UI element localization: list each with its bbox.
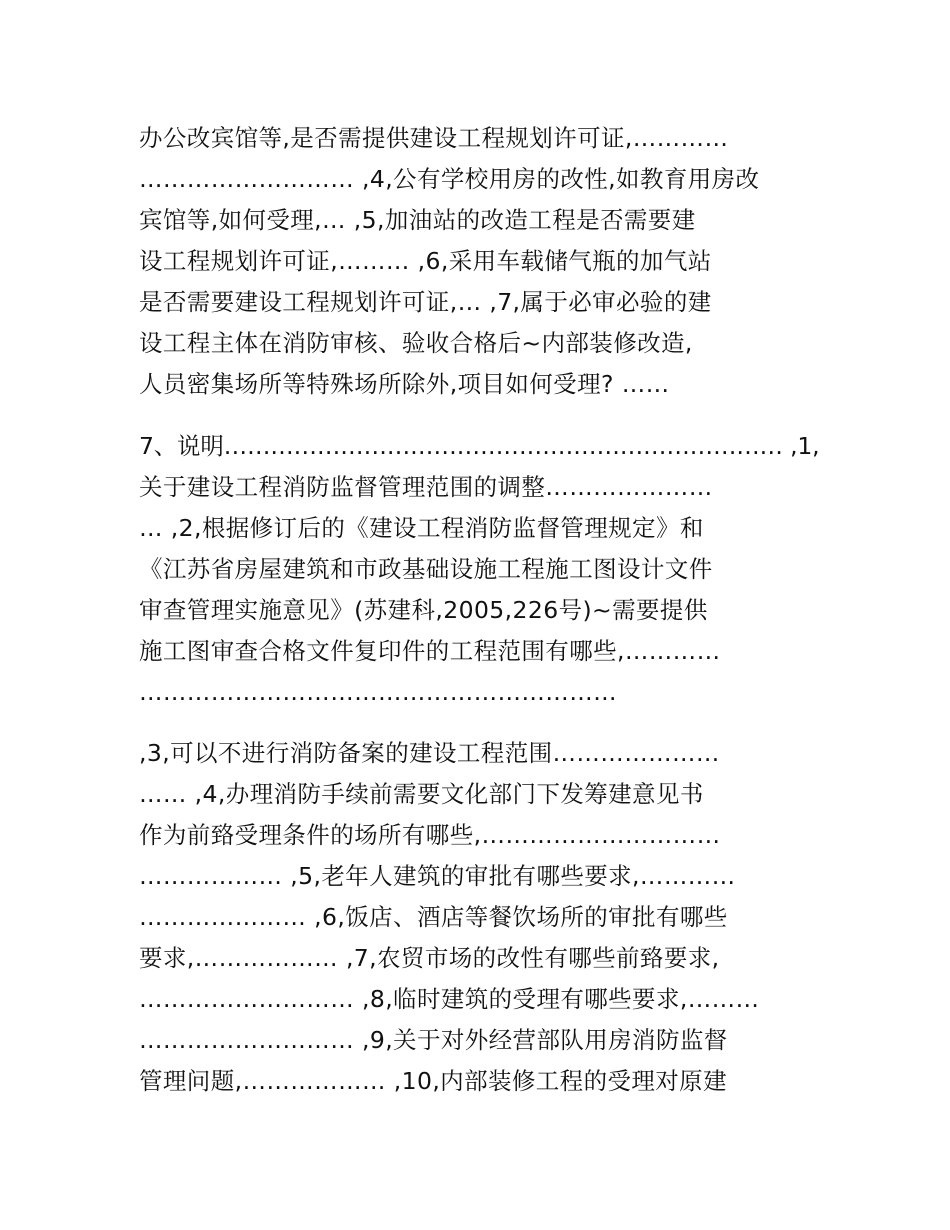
text-line: ,3,可以不进行消防备案的建设工程范围………………… — [139, 739, 720, 767]
text-line: …… ,4,办理消防手续前需要文化部门下发筹建意见书 — [139, 780, 704, 808]
text-line: ……………… ,5,老年人建筑的审批有哪些要求,………… — [139, 862, 736, 890]
text-line: …………………………………………………… — [139, 678, 617, 706]
text-line: 作为前臵受理条件的场所有哪些,………………………… — [139, 821, 721, 849]
text-line: ……………………… ,9,关于对外经营部队用房消防监督 — [139, 1026, 728, 1054]
text-line: 要求,……………… ,7,农贸市场的改性有哪些前臵要求, — [139, 944, 720, 972]
text-line: … ,2,根据修订后的《建设工程消防监督管理规定》和 — [139, 514, 704, 542]
paragraph-2 — [139, 426, 819, 713]
text-line: 关于建设工程消防监督管理范围的调整………………… — [139, 473, 713, 501]
text-line: 设工程主体在消防审核、验收合格后~内部装修改造, — [139, 329, 693, 357]
text-line: 《江苏省房屋建筑和市政基础设施工程施工图设计文件 — [139, 555, 713, 583]
text-line: ………………… ,6,饭店、酒店等餐饮场所的审批有哪些 — [139, 903, 728, 931]
text-line: 人员密集场所等特殊场所除外,项目如何受理? …… — [139, 370, 670, 398]
paragraph-3 — [139, 733, 819, 1102]
text-line: 7、说明……………………………………………………………… ,1, — [139, 432, 820, 460]
text-line: ……………………… ,4,公有学校用房的改性,如教育用房改 — [139, 165, 760, 193]
text-line: 施工图审查合格文件复印件的工程范围有哪些,………… — [139, 637, 721, 665]
paragraph-1 — [139, 118, 819, 405]
text-line: ……………………… ,8,临时建筑的受理有哪些要求,……… — [139, 985, 760, 1013]
text-line: 审查管理实施意见》(苏建科,2005,226号)~需要提供 — [139, 596, 708, 624]
text-line: 设工程规划许可证,……… ,6,采用车载储气瓶的加气站 — [139, 247, 712, 275]
text-line: 办公改宾馆等,是否需提供建设工程规划许可证,………… — [139, 124, 729, 152]
text-line: 管理问题,……………… ,10,内部装修工程的受理对原建 — [139, 1067, 727, 1095]
text-line: 宾馆等,如何受理,… ,5,加油站的改造工程是否需要建 — [139, 206, 696, 234]
text-line: 是否需要建设工程规划许可证,… ,7,属于必审必验的建 — [139, 288, 712, 316]
